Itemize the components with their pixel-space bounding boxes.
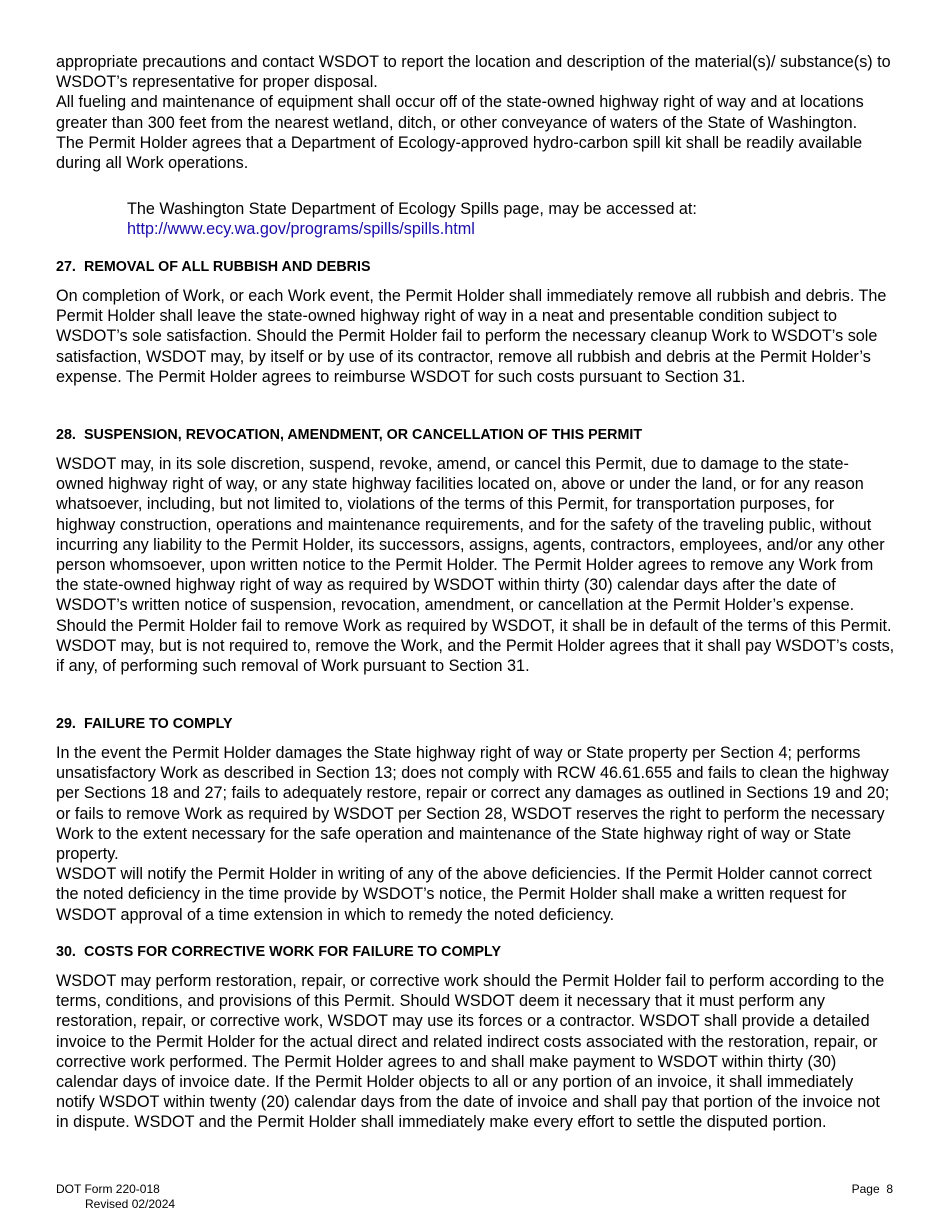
section-title: COSTS FOR CORRECTIVE WORK FOR FAILURE TO COMPLY (84, 944, 502, 960)
section-title: FAILURE TO COMPLY (84, 716, 233, 732)
spills-link[interactable]: http://www.ecy.wa.gov/programs/spills/spills.html (127, 220, 475, 239)
intro-paragraph: appropriate precautions and contact WSDOT to report the location and description of the material(s)/ substance(s) to WSDOT’s representative for proper disposal. All fueling and maintenance of equipment shall occur off of the state-owned highway right of way and at locations greater than 300 feet from the nearest wetland, ditch, or other conveyance of waters of the State of Washington. The Permit Holder agrees that a Department of Ecology-approved hydro-carbon spill kit shall be readily available during all Work operations. (56, 53, 891, 173)
section-30-heading (56, 943, 896, 961)
section-number: 27. (56, 259, 76, 275)
section-title: REMOVAL OF ALL RUBBISH AND DEBRIS (84, 259, 371, 275)
footer-form-number: DOT Form 220-018 (56, 1182, 160, 1196)
spills-note (127, 199, 887, 239)
section-29-body: In the event the Permit Holder damages the State highway right of way or State property per Section 4; performs unsatisfactory Work as described in Section 13; does not comply with RCW 46.61.655 and fails to clean the highway per Sections 18 and 27; fails to adequately restore, repair or correct any damages as outlined in Sections 19 and 20; or fails to remove Work as required by WSDOT per Section 28, WSDOT reserves the right to perform the necessary Work to the extent necessary for the safe operation and maintenance of the State highway right of way or State property. WSDOT will notify the Permit Holder in writing of any of the above deficiencies. If the Permit Holder cannot correct the noted deficiency in the time provide by WSDOT’s notice, the Permit Holder shall make a written request for WSDOT approval of a time extension in which to remedy the noted deficiency. (56, 744, 890, 924)
section-number: 29. (56, 716, 76, 732)
section-28-body: WSDOT may, in its sole discretion, suspend, revoke, amend, or cancel this Permit, due to damage to the state-owned highway right of way, or any state highway facilities located on, above or under the land, or for any reason whatsoever, including, but not limited to, violations of the terms of this Permit, for transportation purposes, for highway construction, operations and maintenance requirements, and for the safety of the traveling public, without incurring any liability to the Permit Holder, its successors, assigns, agents, contractors, employees, and/or any other person whomsoever, upon written notice to the Permit Holder. The Permit Holder agrees to remove any Work from the state-owned highway right of way as required by WSDOT within thirty (30) calendar days after the date of WSDOT’s written notice of suspension, revocation, amendment, or cancellation at the Permit Holder’s expense. Should the Permit Holder fail to remove Work as required by WSDOT, it shall be in default of the terms of this Permit. WSDOT may, but is not required to, remove the Work, and the Permit Holder agrees that it shall pay WSDOT’s costs, if any, of performing such removal of Work pursuant to Section 31. (56, 455, 895, 676)
section-29-heading (56, 715, 896, 733)
section-number: 30. (56, 944, 76, 960)
footer-form-info (56, 1182, 175, 1212)
footer-revised: Revised 02/2024 (85, 1197, 176, 1211)
section-title: SUSPENSION, REVOCATION, AMENDMENT, OR CANCELLATION OF THIS PERMIT (84, 427, 643, 443)
section-number: 28. (56, 427, 76, 443)
spills-note-text: The Washington State Department of Ecology Spills page, may be accessed at: (127, 200, 697, 218)
section-27-heading (56, 258, 896, 276)
section-28-heading (56, 426, 896, 444)
section-30-body: WSDOT may perform restoration, repair, or corrective work should the Permit Holder fail to perform according to the terms, conditions, and provisions of this Permit. Should WSDOT deem it necessary that it must perform any restoration, repair, or corrective work, WSDOT may use its forces or a contractor. WSDOT shall provide a detailed invoice to the Permit Holder for the actual direct and related indirect costs associated with the restoration, repair, or corrective work performed. The Permit Holder agrees to and shall make payment to WSDOT within thirty (30) calendar days of invoice date. If the Permit Holder objects to all or any portion of an invoice, it shall immediately notify WSDOT within twenty (20) calendar days from the date of invoice and shall pay that portion of the invoice not in dispute. WSDOT and the Permit Holder shall immediately make every effort to settle the disputed portion. (56, 972, 885, 1132)
section-27-body: On completion of Work, or each Work event, the Permit Holder shall immediately remove all rubbish and debris. The Permit Holder shall leave the state-owned highway right of way in a neat and presentable condition subject to WSDOT’s sole satisfaction. Should the Permit Holder fail to perform the necessary cleanup Work to WSDOT’s sole satisfaction, WSDOT may, by itself or by use of its contractor, remove all rubbish and debris at the Permit Holder’s expense. The Permit Holder agrees to reimburse WSDOT for such costs pursuant to Section 31. (56, 287, 887, 386)
page-number: Page 8 (851, 1182, 893, 1196)
